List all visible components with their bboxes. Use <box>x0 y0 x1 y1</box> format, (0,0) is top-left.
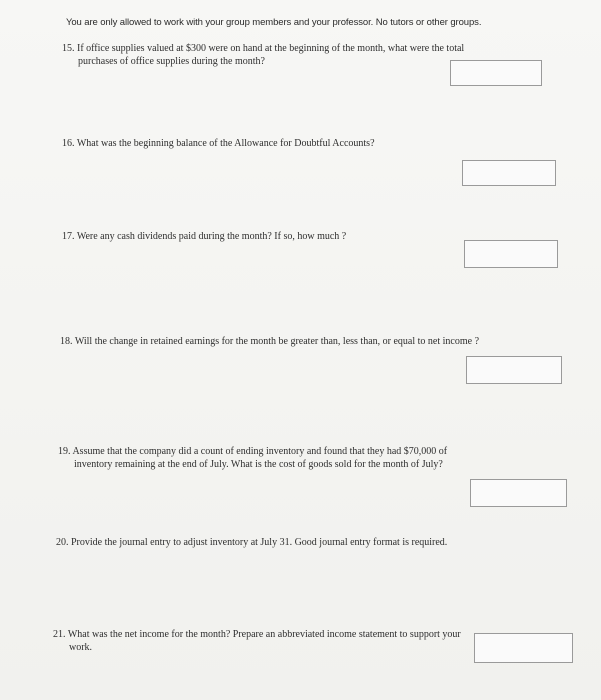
question-number: 21. <box>53 629 66 640</box>
question-text: Assume that the company did a count of ending inventory and found that they had $70,000 of <box>72 446 448 457</box>
question-18 <box>60 336 479 349</box>
answer-box-17[interactable] <box>464 240 558 268</box>
question-19 <box>58 446 447 471</box>
question-20 <box>56 537 447 550</box>
question-16 <box>62 138 375 151</box>
question-text: What was the net income for the month? Prepare an abbreviated income statement to support your <box>67 629 461 640</box>
question-text: If office supplies valued at $300 were on hand at the beginning of the month, what were the total <box>77 43 465 54</box>
question-text: Will the change in retained earnings for the month be greater than, less than, or equal to net income ? <box>74 336 480 347</box>
question-number: 18. <box>60 336 73 347</box>
question-text: What was the beginning balance of the Allowance for Doubtful Accounts? <box>76 138 375 149</box>
question-15 <box>62 43 464 68</box>
question-number: 15. <box>62 43 75 54</box>
answer-box-15[interactable] <box>450 60 542 86</box>
question-text: Were any cash dividends paid during the month? If so, how much ? <box>76 231 347 242</box>
answer-box-18[interactable] <box>466 356 562 384</box>
question-21 <box>53 629 461 654</box>
answer-box-19[interactable] <box>470 479 567 507</box>
question-text-continued: purchases of office supplies during the month? <box>78 55 265 67</box>
instructions-text: You are only allowed to work with your group members and your professor. No tutors or other groups. <box>66 17 482 28</box>
question-number: 19. <box>58 446 71 457</box>
answer-box-21[interactable] <box>474 633 573 663</box>
question-text-continued: inventory remaining at the end of July. What is the cost of goods sold for the month of July? <box>74 458 443 470</box>
question-text: Provide the journal entry to adjust inventory at July 31. Good journal entry format is required. <box>71 537 448 548</box>
question-number: 17. <box>62 231 75 242</box>
question-number: 16. <box>62 138 75 149</box>
question-17 <box>62 231 346 244</box>
question-text-continued: work. <box>69 641 93 653</box>
question-number: 20. <box>56 537 69 548</box>
answer-box-16[interactable] <box>462 160 556 186</box>
